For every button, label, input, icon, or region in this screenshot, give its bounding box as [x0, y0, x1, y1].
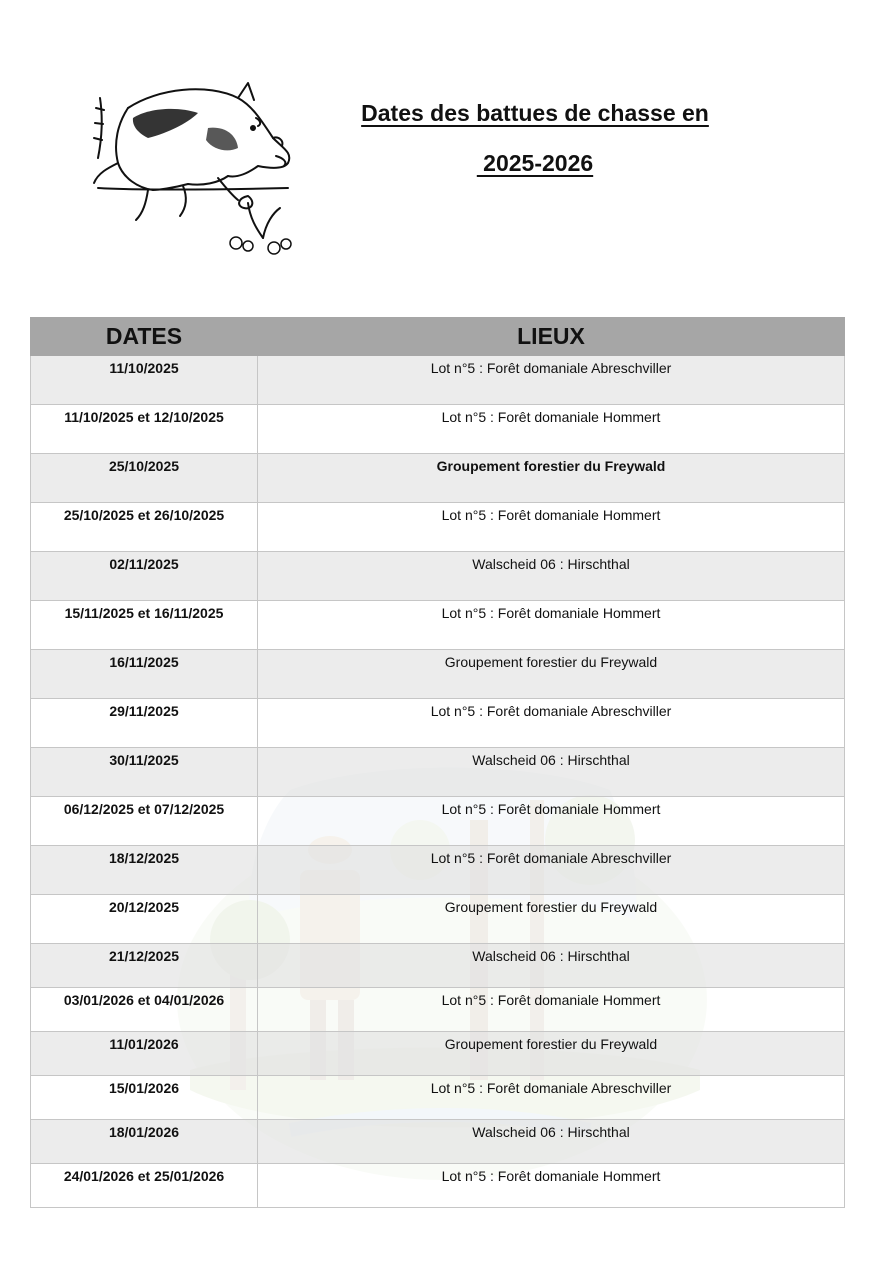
date-cell: 11/10/2025 et 12/10/2025 — [31, 405, 258, 454]
date-cell: 21/12/2025 — [31, 944, 258, 988]
title-line-1: Dates des battues de chasse en — [361, 100, 709, 126]
hunt-schedule-table — [30, 317, 845, 1208]
table-header-row — [31, 318, 845, 356]
date-cell: 18/01/2026 — [31, 1120, 258, 1164]
date-cell: 24/01/2026 et 25/01/2026 — [31, 1164, 258, 1208]
table-row — [31, 1120, 845, 1164]
table-row — [31, 797, 845, 846]
date-cell: 15/01/2026 — [31, 1076, 258, 1120]
place-cell: Lot n°5 : Forêt domaniale Abreschviller — [258, 846, 845, 895]
table-row — [31, 454, 845, 503]
place-cell: Groupement forestier du Freywald — [258, 650, 845, 699]
place-cell: Groupement forestier du Freywald — [258, 454, 845, 503]
place-cell: Groupement forestier du Freywald — [258, 1032, 845, 1076]
table-row — [31, 895, 845, 944]
place-cell: Walscheid 06 : Hirschthal — [258, 748, 845, 797]
date-cell: 30/11/2025 — [31, 748, 258, 797]
place-cell: Lot n°5 : Forêt domaniale Abreschviller — [258, 699, 845, 748]
place-cell: Walscheid 06 : Hirschthal — [258, 944, 845, 988]
table-row — [31, 988, 845, 1032]
place-cell: Groupement forestier du Freywald — [258, 895, 845, 944]
date-cell: 15/11/2025 et 16/11/2025 — [31, 601, 258, 650]
place-cell: Lot n°5 : Forêt domaniale Hommert — [258, 601, 845, 650]
place-cell: Lot n°5 : Forêt domaniale Hommert — [258, 503, 845, 552]
date-cell: 29/11/2025 — [31, 699, 258, 748]
place-cell: Lot n°5 : Forêt domaniale Hommert — [258, 1164, 845, 1208]
date-cell: 25/10/2025 — [31, 454, 258, 503]
place-cell: Walscheid 06 : Hirschthal — [258, 1120, 845, 1164]
title-line-2: 2025-2026 — [476, 150, 594, 176]
table-row — [31, 405, 845, 454]
place-cell: Lot n°5 : Forêt domaniale Abreschviller — [258, 356, 845, 405]
table-row — [31, 1076, 845, 1120]
date-cell: 25/10/2025 et 26/10/2025 — [31, 503, 258, 552]
table-row — [31, 552, 845, 601]
place-cell: Lot n°5 : Forêt domaniale Hommert — [258, 797, 845, 846]
date-cell: 06/12/2025 et 07/12/2025 — [31, 797, 258, 846]
table-row — [31, 944, 845, 988]
table-row — [31, 650, 845, 699]
table-row — [31, 503, 845, 552]
table-row — [31, 356, 845, 405]
header-dates: DATES — [31, 318, 258, 356]
date-cell: 18/12/2025 — [31, 846, 258, 895]
boar-illustration — [88, 78, 300, 260]
date-cell: 11/01/2026 — [31, 1032, 258, 1076]
place-cell: Lot n°5 : Forêt domaniale Hommert — [258, 405, 845, 454]
table-row — [31, 1032, 845, 1076]
table-row — [31, 601, 845, 650]
date-cell: 16/11/2025 — [31, 650, 258, 699]
table-row — [31, 1164, 845, 1208]
place-cell: Walscheid 06 : Hirschthal — [258, 552, 845, 601]
table-row — [31, 699, 845, 748]
date-cell: 20/12/2025 — [31, 895, 258, 944]
header-lieux: LIEUX — [258, 318, 845, 356]
date-cell: 02/11/2025 — [31, 552, 258, 601]
title-block — [340, 88, 730, 188]
date-cell: 11/10/2025 — [31, 356, 258, 405]
table-row — [31, 748, 845, 797]
place-cell: Lot n°5 : Forêt domaniale Abreschviller — [258, 1076, 845, 1120]
table-row — [31, 846, 845, 895]
date-cell: 03/01/2026 et 04/01/2026 — [31, 988, 258, 1032]
place-cell: Lot n°5 : Forêt domaniale Hommert — [258, 988, 845, 1032]
